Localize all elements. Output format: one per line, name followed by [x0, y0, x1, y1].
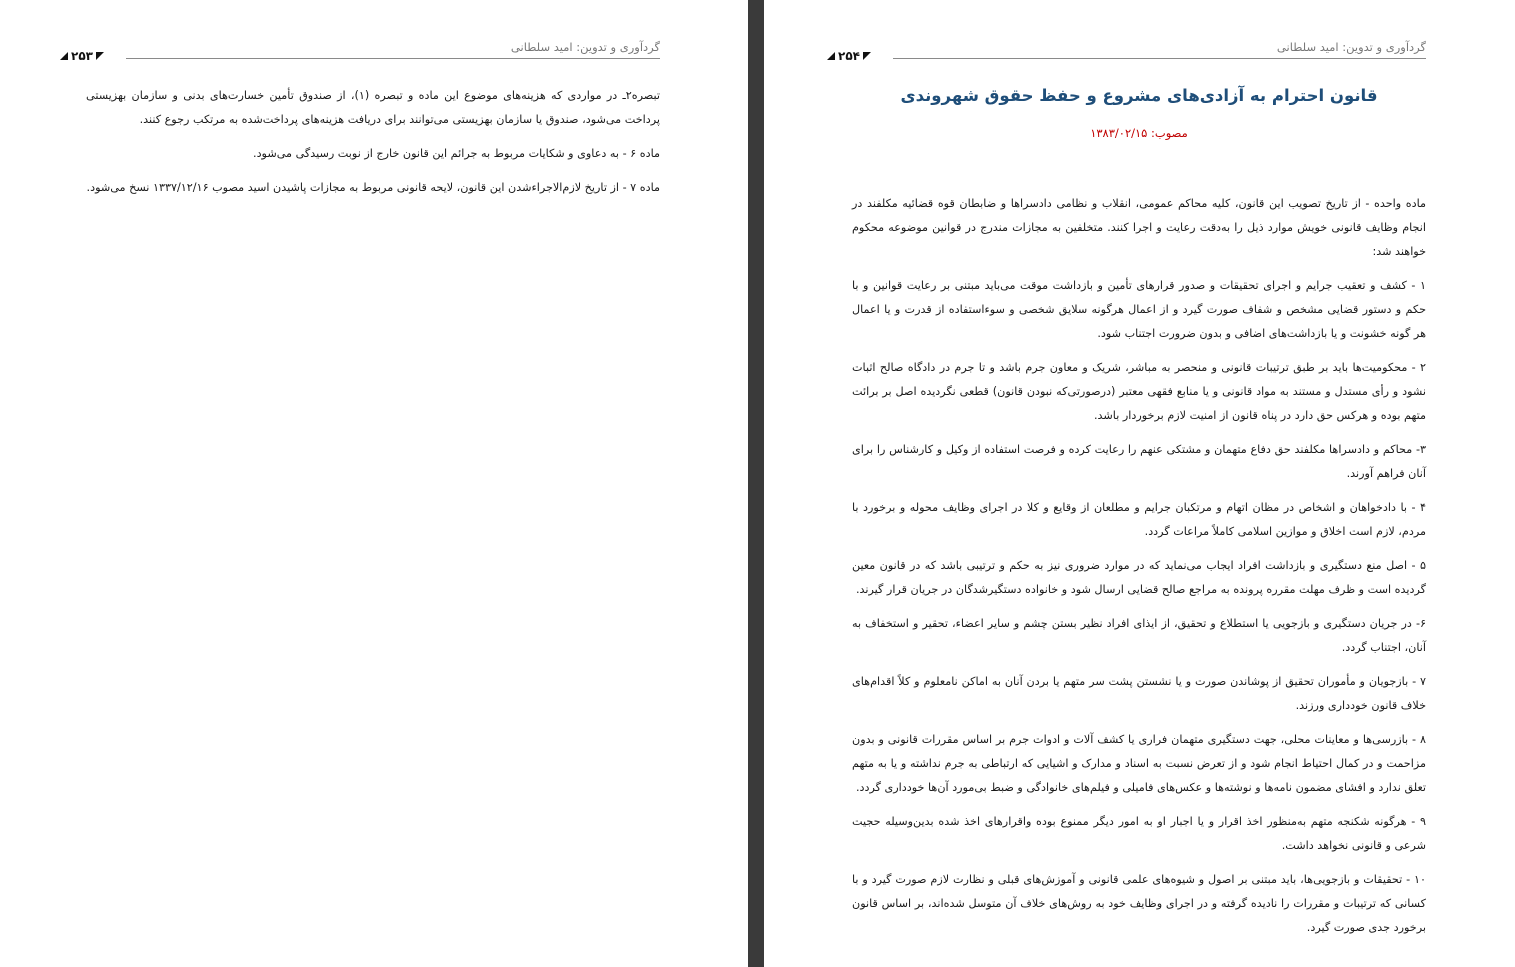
header-title: گردآوری و تدوین: امید سلطانی	[1276, 40, 1426, 54]
paragraph-single-article: ماده واحده - از تاریخ تصویب این قانون، کلیه محاکم عمومی، انقلاب و نظامی دادسراها و ضابطان قوه قضائیه مکلفند در انجام وظایف قانونی خویش موارد ذیل را به‌دقت رعایت و اجرا کنند. متخلفین به مجازات مندرج در قوانین موضوعه محکوم خواهند شد:	[852, 197, 1426, 258]
triangle-left-icon	[60, 52, 68, 60]
page-number: ۲۵۴	[838, 49, 860, 63]
paragraph-note-2: تبصره۲ـ در مواردی که هزینه‌های موضوع این ماده و تبصره (۱)، از صندوق تأمین خسارت‌های بدنی و سازمان بهزیستی پرداخت می‌شود، صندوق یا سازمان بهزیستی می‌توانند برای دریافت هزینه‌های پرداخت‌شده به مرتکب رجوع کنند.	[86, 89, 660, 126]
page-header	[60, 40, 660, 62]
paragraph-clause-3: ۳- محاکم و دادسراها مکلفند حق دفاع متهمان و مشتکی عنهم را رعایت کرده و فرصت استفاده از وکیل و کارشناس را برای آنان فراهم آورند.	[852, 443, 1426, 480]
paragraph-clause-10: ۱۰ - تحقیقات و بازجویی‌ها، باید مبتنی بر اصول و شیوه‌های علمی قانونی و آموزش‌های قبلی و نظارت لازم صورت گیرد و با کسانی که ترتیبات و مقررات را نادیده گرفته و در اجرای وظایف خود به روش‌های خلاف آن متوسل شده‌اند، بر اساس قانون برخورد جدی صورت گیرد.	[852, 873, 1426, 934]
page-content	[852, 192, 1426, 950]
paragraph-clause-4: ۴ - با دادخواهان و اشخاص در مظان اتهام و مرتکبان جرایم و مطلعان از وقایع و کلا در اجرای وظایف محوله و برخورد با مردم، لازم است اخلاق و موازین اسلامی کاملاً مراعات گردد.	[852, 501, 1426, 538]
page-content	[86, 84, 660, 210]
page-254	[764, 0, 1515, 967]
paragraph-article-7: ماده ۷ - از تاریخ لازم‌الاجراءشدن این قانون، لایحه قانونی مربوط به مجازات پاشیدن اسید مصوب ۱۳۳۷/۱۲/۱۶ نسخ می‌شود.	[86, 181, 660, 194]
paragraph-clause-6: ۶- در جریان دستگیری و بازجویی یا استطلاع و تحقیق، از ایذای افراد نظیر بستن چشم و سایر اعضاء، تحقیر و استخفاف به آنان، اجتناب گردد.	[852, 617, 1426, 654]
law-title: قانون احترام به آزادی‌های مشروع و حفظ حقوق شهروندی	[900, 86, 1378, 105]
page-number-marker	[60, 48, 104, 64]
page-253	[0, 0, 748, 967]
paragraph-clause-9: ۹ - هرگونه شکنجه متهم به‌منظور اخذ اقرار و یا اجبار او به امور دیگر ممنوع بوده واقرارهای اخذ شده بدین‌وسیله حجیت شرعی و قانونی نخواهد داشت.	[852, 815, 1426, 852]
approval-date: مصوب: ۱۳۸۳/۰۲/۱۵	[1090, 126, 1188, 140]
page-header	[827, 40, 1426, 62]
paragraph-clause-8: ۸ - بازرسی‌ها و معاینات محلی، جهت دستگیری متهمان فراری یا کشف آلات و ادوات جرم بر اساس مقررات قانونی و بدون مزاحمت و در کمال احتیاط انجام شود و از تعرض نسبت به اسناد و مدارک و اشیایی که ارتباطی به جرم نداشته و یا به متهم تعلق ندارد و افشای مضمون نامه‌ها و نوشته‌ها و عکس‌های فامیلی و فیلم‌های خانوادگی و ضبط بی‌مورد آن‌ها خودداری گردد.	[852, 733, 1426, 794]
paragraph-article-6: ماده ۶ - به دعاوی و شکایات مربوط به جرائم این قانون خارج از نوبت رسیدگی می‌شود.	[253, 147, 660, 160]
triangle-left-icon	[827, 52, 835, 60]
triangle-right-icon	[96, 52, 104, 60]
page-number: ۲۵۳	[71, 49, 93, 63]
header-rule	[126, 58, 660, 59]
paragraph-clause-2: ۲ - محکومیت‌ها باید بر طبق ترتیبات قانونی و منحصر به مباشر، شریک و معاون جرم باشد و تا جرم در دادگاه صالح اثبات نشود و رأی مستدل و مستند به مواد قانونی و یا منابع فقهی معتبر (درصورتی‌که نبودن قانون) قطعی نگردیده اصل بر برائت متهم بوده و هرکس حق دارد در پناه قانون از امنیت لازم برخوردار باشد.	[852, 361, 1426, 422]
page-number-marker	[827, 48, 871, 64]
page-gutter	[748, 0, 764, 967]
triangle-right-icon	[863, 52, 871, 60]
header-title: گردآوری و تدوین: امید سلطانی	[510, 40, 660, 54]
header-rule	[893, 58, 1426, 59]
paragraph-clause-5: ۵ - اصل منع دستگیری و بازداشت افراد ایجاب می‌نماید که در موارد ضروری نیز به حکم و ترتیبی باشد که در قانون معین گردیده است و ظرف مهلت مقرره پرونده به مراجع صالح قضایی ارسال شود و خانواده دستگیرشدگان در جریان قرار گیرند.	[852, 559, 1426, 596]
paragraph-clause-7: ۷ - بازجویان و مأموران تحقیق از پوشاندن صورت و یا نشستن پشت سر متهم یا بردن آنان به اماکن نامعلوم و کلاً اقدام‌های خلاف قانون خودداری ورزند.	[852, 675, 1426, 712]
paragraph-clause-1: ۱ - کشف و تعقیب جرایم و اجرای تحقیقات و صدور قرارهای تأمین و بازداشت موقت می‌باید مبتنی بر رعایت قوانین و با حکم و دستور قضایی مشخص و شفاف صورت گیرد و از اعمال هرگونه سلایق شخصی و سوءاستفاده از قدرت و یا اعمال هر گونه خشونت و یا بازداشت‌های اضافی و بدون ضرورت اجتناب شود.	[852, 279, 1426, 340]
